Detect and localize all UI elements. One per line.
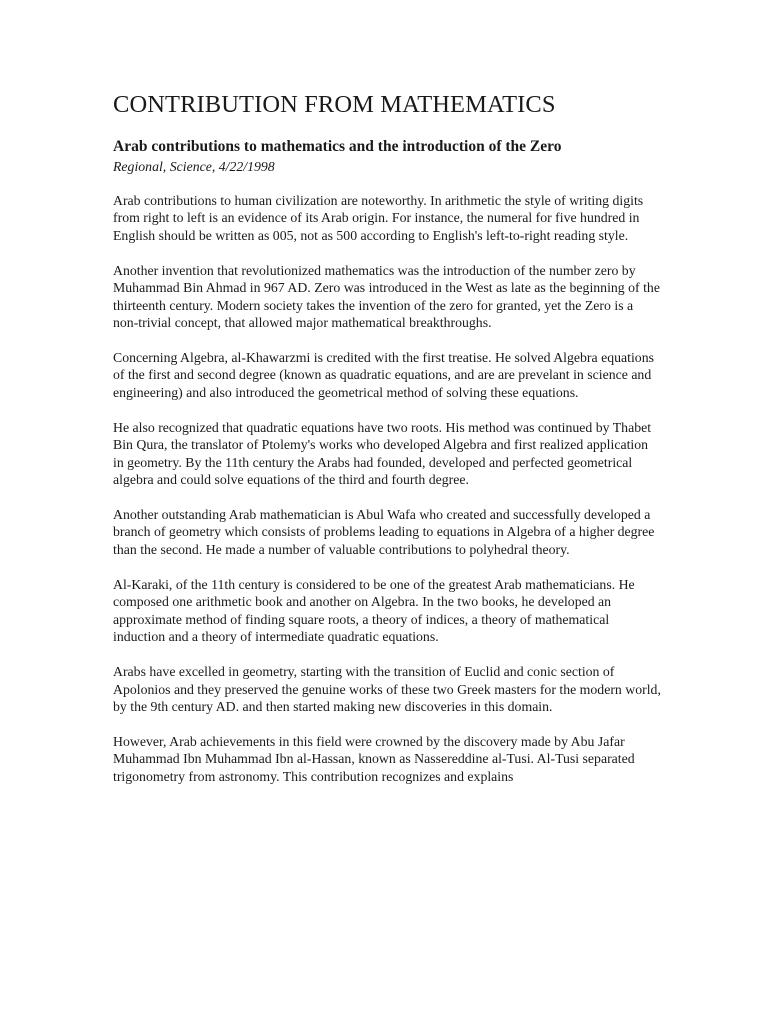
paragraph: Another outstanding Arab mathematician is Abul Wafa who created and successfully developed a branch of geometry which consists of problems leading to equations in Algebra of a higher degree than the second. He made a number of valuable contributions to polyhedral theory. <box>113 507 655 557</box>
paragraph: However, Arab achievements in this field were crowned by the discovery made by Abu Jafar Muhammad Ibn Muhammad Ibn al-Hassan, known as Nassereddine al-Tusi. Al-Tusi separated trigonometry from astronomy. This contribution recognizes and explains <box>113 733 635 784</box>
paragraph: Another invention that revolutionized mathematics was the introduction of the number zero by Muhammad Bin Ahmad in 967 AD. Zero was introduced in the West as late as the beginning of the thirteenth century. Modern society takes the invention of the zero for granted, yet the Zero is a non-trivial concept, that allowed major mathematical breakthroughs. <box>113 262 660 331</box>
paragraph: Arab contributions to human civilization are noteworthy. In arithmetic the style of writing digits from right to left is an evidence of its Arab origin. For instance, the numeral for five hundred in English should be written as 005, not as 500 according to English's left-to-right reading style. <box>113 193 644 243</box>
page-title: CONTRIBUTION FROM MATHEMATICS <box>113 91 556 118</box>
article-byline: Regional, Science, 4/22/1998 <box>113 159 275 174</box>
article-subtitle: Arab contributions to mathematics and the introduction of the Zero <box>113 138 562 155</box>
article-body <box>113 192 661 785</box>
paragraph: Concerning Algebra, al-Khawarzmi is credited with the first treatise. He solved Algebra equations of the first and second degree (known as quadratic equations, and are are prevelant in science and engineering) and also introduced the geometrical method of solving these equations. <box>113 350 654 400</box>
paragraph: Al-Karaki, of the 11th century is considered to be one of the greatest Arab mathematicians. He composed one arithmetic book and another on Algebra. In the two books, he developed an approximate method of finding square roots, a theory of indices, a theory of mathematical induction and a theory of intermediate quadratic equations. <box>113 576 635 645</box>
paragraph: Arabs have excelled in geometry, starting with the transition of Euclid and conic section of Apolonios and they preserved the genuine works of these two Greek masters for the modern world, by the 9th century AD. and then started making new discoveries in this domain. <box>113 664 661 714</box>
paragraph: He also recognized that quadratic equations have two roots. His method was continued by Thabet Bin Qura, the translator of Ptolemy's works who developed Algebra and first realized application in geometry. By the 11th century the Arabs had founded, developed and perfected geometrical algebra and could solve equations of the third and fourth degree. <box>113 419 652 488</box>
document-page <box>113 88 661 803</box>
